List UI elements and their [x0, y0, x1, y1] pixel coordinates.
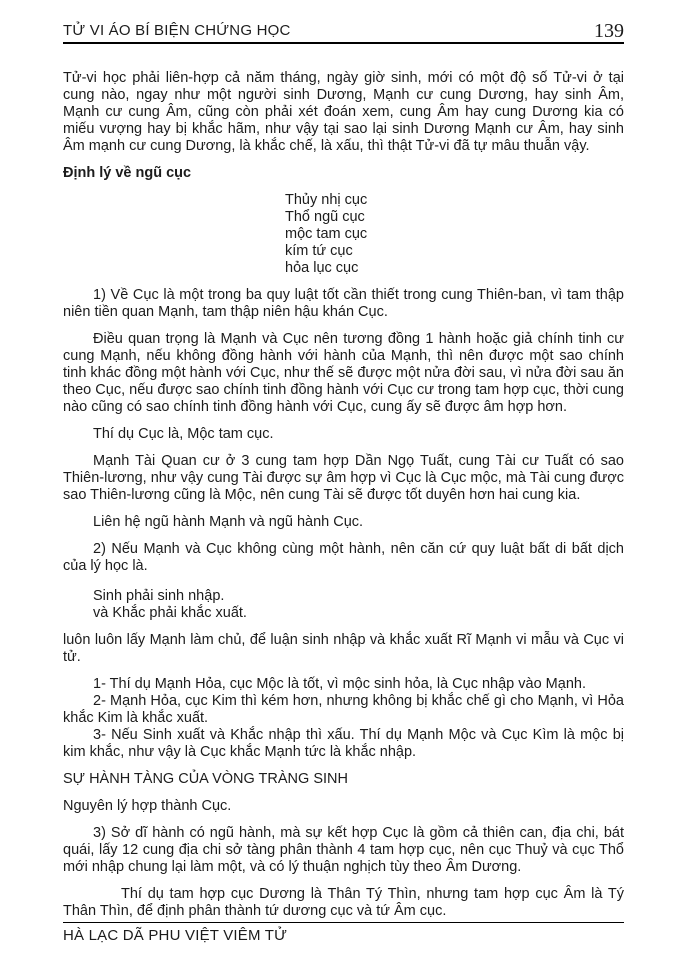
page-header: [63, 22, 624, 44]
paragraph-point2: 2) Nếu Mạnh và Cục không cùng một hành, nên căn cứ quy luật bất di bất dịch của lý học là.: [63, 541, 624, 574]
section-heading-ngu-cuc: Định lý về ngũ cục: [63, 165, 192, 181]
rule-line: và Khắc phải khắc xuất.: [93, 605, 247, 621]
cuc-list: [285, 192, 624, 277]
paragraph-lien-he: Liên hệ ngũ hành Mạnh và ngũ hành Cục.: [93, 514, 364, 530]
cuc-list-item: Thủy nhị cục: [285, 192, 368, 208]
section2-title: SỰ HÀNH TÀNG CỦA VÒNG TRÀNG SINH: [63, 771, 348, 787]
paragraph-point1: 1) Về Cục là một trong ba quy luật tốt cần thiết trong cung Thiên-ban, vì tam thập niên tiền quan Mạnh, tam thập niên hậu khán Cục.: [63, 287, 624, 320]
section2-subtitle: Nguyên lý hợp thành Cục.: [63, 798, 232, 814]
paragraph-example2: 2- Mạnh Hỏa, cục Kim thì kém hơn, nhưng không bị khắc chế gì cho Mạnh, vì Hỏa khắc Kim là khắc xuất.: [63, 693, 624, 726]
header-title: TỬ VI ÁO BÍ BIỆN CHỨNG HỌC: [63, 22, 291, 39]
paragraph-example3: 3- Nếu Sinh xuất và Khắc nhập thì xấu. Thí dụ Mạnh Mộc và Cục Kìm là mộc bị kim khắc, như vậy là Cục khắc Mạnh tức là khắc nhập.: [63, 727, 624, 760]
paragraph-intro: Tử-vi học phải liên-hợp cả năm tháng, ngày giờ sinh, mới có một độ số Tử-vi ở tại cung nào, ngay như một người sinh Dương, Mạnh cư cung Dương, hay sinh Âm, Mạnh cư cung Âm, cũng còn phải xét đoán xem, cung Âm hay cung Dương kia có miếu vượng hay bị khắc hãm, như vậy tại sao lại sinh Dương Mạnh cư Âm, hay sinh Âm mạnh cư cung Dương, là khắc chế, là xấu, thì thật Tử-vi đã tự mâu thuẫn vậy.: [63, 70, 624, 154]
paragraph-dieu-quan-trong: Điều quan trọng là Mạnh và Cục nên tương đồng 1 hành hoặc giả chính tinh cư cung Mạnh, nếu không đồng hành với hành của Mạnh, thì nên được một sao chính tinh khác đồng một hành với Cục, như thế sẽ được một nửa đời sau, vì nửa đời sau ăn theo Cục, nếu được sao chính tinh đồng hành với Cục cư trong tam hợp cục, thời cung nào cũng có sao chính tinh đồng hành với Cục, cung ấy sẽ được âm hợp hơn.: [63, 331, 624, 415]
rule-lines: [93, 588, 624, 622]
page-number: 139: [594, 20, 624, 42]
paragraph-luon-luon: luôn luôn lấy Mạnh làm chủ, để luận sinh nhập và khắc xuất Rĩ Mạnh vi mẫu và Cục vi tử.: [63, 632, 624, 665]
cuc-list-item: hỏa lục cục: [285, 260, 359, 276]
cuc-list-item: kím tứ cục: [285, 243, 353, 259]
footer-text: HÀ LẠC DÃ PHU VIỆT VIÊM TỬ: [63, 927, 288, 944]
paragraph-point3: 3) Sở dĩ hành có ngũ hành, mà sự kết hợp Cục là gồm cả thiên can, địa chi, bát quái, lấy 12 cung địa chi sở tàng phân thành 4 tam hợp cục, nên cục Thuỷ và cục Thổ mới nhập chung lại làm một, và có lý thuận nghịch tùy theo Âm Dương.: [63, 825, 624, 875]
paragraph-thi-du-cuc: Thí dụ Cục là, Mộc tam cục.: [93, 426, 274, 442]
page-footer: [63, 922, 624, 945]
paragraph-example1: 1- Thí dụ Mạnh Hỏa, cục Mộc là tốt, vì mộc sinh hỏa, là Cục nhập vào Mạnh.: [93, 676, 586, 692]
page-body: [63, 60, 624, 920]
paragraph-manh-tai-quan: Mạnh Tài Quan cư ở 3 cung tam hợp Dần Ngọ Tuất, cung Tài cư Tuất có sao Thiên-lương, như vậy cung Tài được sự âm hợp vì Cục là Cục mộc, mà Tài cung được sao Thiên-lương cũng là Mộc, nên cung Tài sẽ được tốt duyên hơn hai cung kia.: [63, 453, 624, 503]
cuc-list-item: Thổ ngũ cục: [285, 209, 365, 225]
paragraph-thi-du-tam-hop: Thí dụ tam hợp cục Dương là Thân Tý Thìn, nhưng tam hợp cục Âm là Tý Thân Thìn, để định phân thành tứ dương cục và tứ Âm cục.: [63, 886, 624, 919]
rule-line: Sinh phải sinh nhập.: [93, 588, 225, 604]
cuc-list-item: mộc tam cục: [285, 226, 368, 242]
